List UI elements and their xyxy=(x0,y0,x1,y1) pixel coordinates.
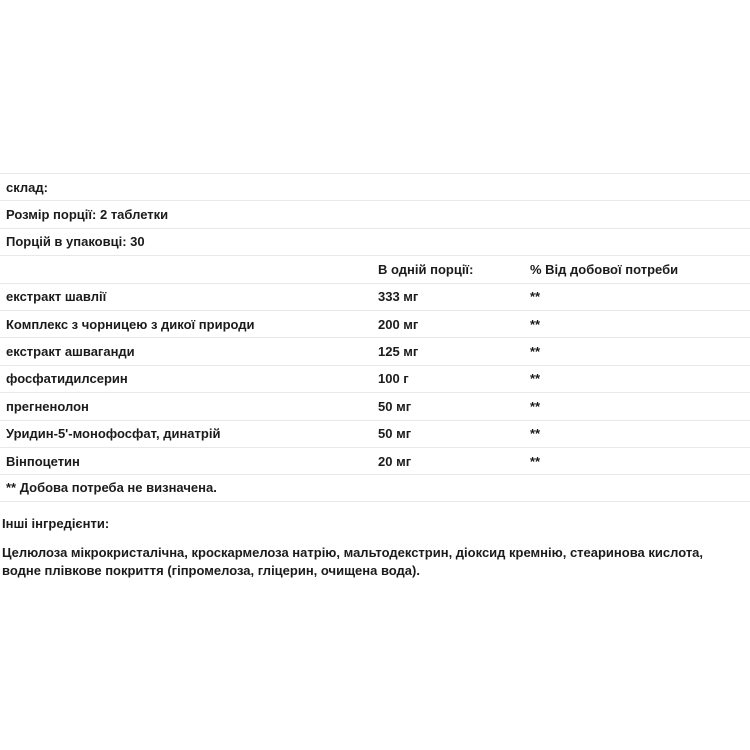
table-header-row xyxy=(0,255,750,282)
ingredient-amount: 50 мг xyxy=(378,398,412,414)
header-daily-value-cell: % Від добової потреби xyxy=(530,261,679,277)
ingredient-daily-value: ** xyxy=(530,344,541,360)
other-ingredients-text: Целюлоза мікрокристалічна, кроскармелоза натрію, мальтодекстрин, діоксид кремнію, стеаринова кислота, водне плівкове покриття (гіпромелоза, гліцерин, очищена вода). xyxy=(2,544,704,579)
top-whitespace xyxy=(0,0,750,173)
table-row xyxy=(0,447,750,474)
ingredient-daily-value: ** xyxy=(530,371,541,387)
table-row xyxy=(0,365,750,392)
serving-size-row xyxy=(0,200,750,227)
ingredient-name: Вінпоцетин xyxy=(6,453,80,469)
ingredient-daily-value: ** xyxy=(530,426,541,442)
other-ingredients-title: Інші інгредієнти: xyxy=(2,515,110,531)
ingredient-name: Уридин-5'-монофосфат, динатрій xyxy=(6,426,221,442)
table-row xyxy=(0,337,750,364)
ingredient-daily-value: ** xyxy=(530,316,541,332)
footnote-text: ** Добова потреба не визначена. xyxy=(6,480,217,496)
servings-per-container-text: Порцій в упаковці: 30 xyxy=(6,234,145,250)
ingredient-name: прегненолон xyxy=(6,398,89,414)
ingredient-name: фосфатидилсерин xyxy=(6,371,128,387)
header-amount-cell: В одній порції: xyxy=(378,261,474,277)
ingredient-daily-value: ** xyxy=(530,453,541,469)
servings-per-container-row xyxy=(0,228,750,255)
footnote-row xyxy=(0,474,750,501)
ingredient-amount: 50 мг xyxy=(378,426,412,442)
ingredient-name: екстракт шавлії xyxy=(6,289,107,305)
ingredient-daily-value: ** xyxy=(530,398,541,414)
composition-title-row xyxy=(0,173,750,200)
ingredient-amount: 125 мг xyxy=(378,344,419,360)
composition-title: склад: xyxy=(6,179,48,195)
other-ingredients-section xyxy=(0,516,750,581)
ingredient-amount: 100 г xyxy=(378,371,409,387)
ingredient-name: Комплекс з чорницею з дикої природи xyxy=(6,316,255,332)
serving-size-text: Розмір порції: 2 таблетки xyxy=(6,207,169,223)
table-row xyxy=(0,283,750,310)
ingredient-amount: 20 мг xyxy=(378,453,412,469)
table-row xyxy=(0,420,750,447)
table-row xyxy=(0,392,750,419)
ingredient-amount: 200 мг xyxy=(378,316,419,332)
ingredient-amount: 333 мг xyxy=(378,289,419,305)
table-row xyxy=(0,310,750,337)
ingredient-name: екстракт ашваганди xyxy=(6,344,135,360)
ingredient-daily-value: ** xyxy=(530,289,541,305)
